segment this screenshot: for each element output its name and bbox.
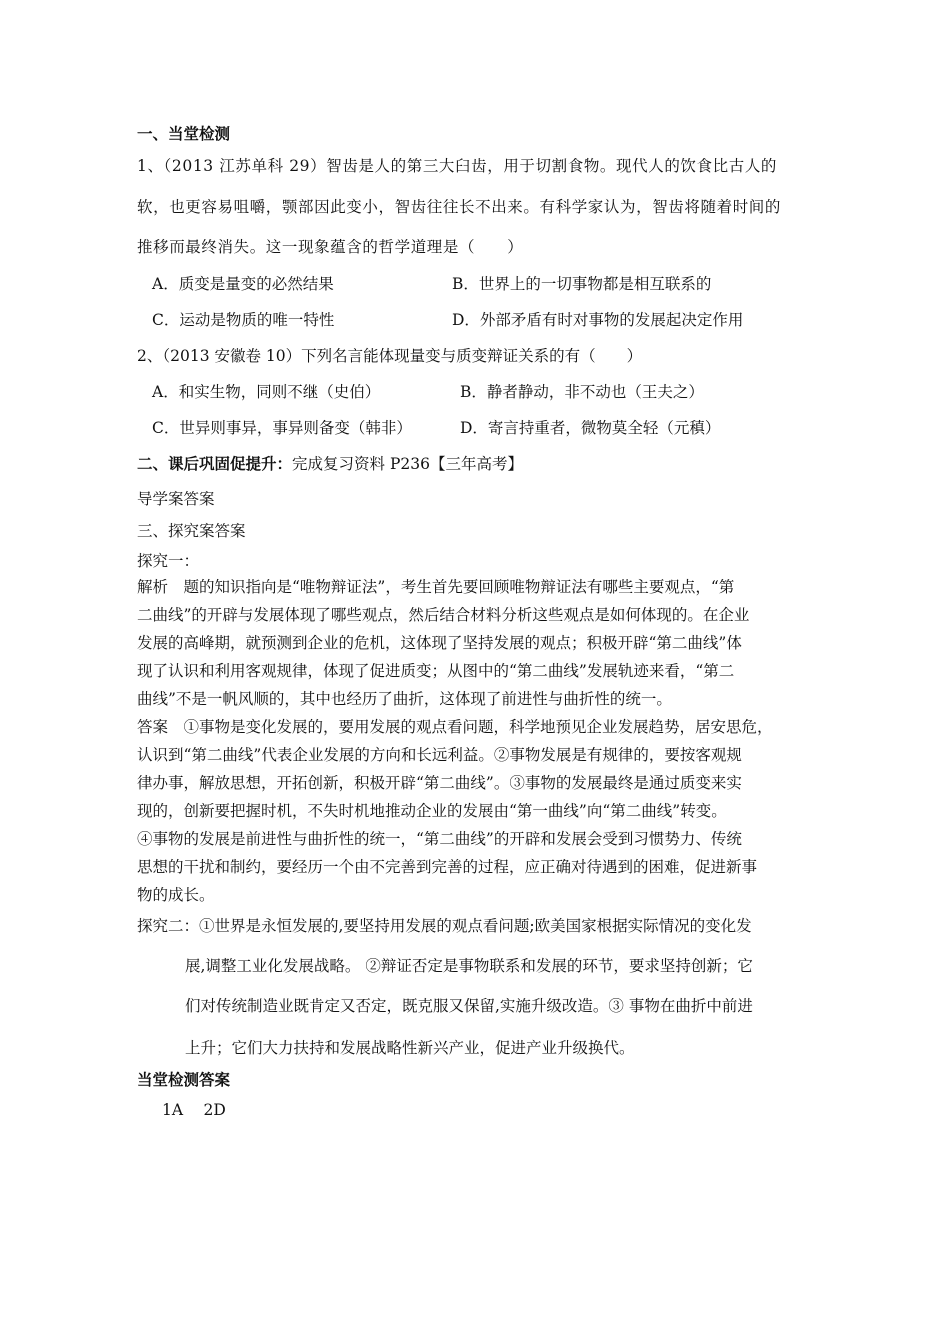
explore1-title: 探究一： (137, 552, 200, 570)
analysis-line-5: 曲线”不是一帆风顺的，其中也经历了曲折，这体现了前进性与曲折性的统一。 (137, 690, 672, 708)
explore2-line-1: 探究二：①世界是永恒发展的,要坚持用发展的观点看问题;欧美国家根据实际情况的变化发 (137, 917, 752, 935)
section2-title: 二、课后巩固促提升： (137, 455, 293, 473)
q2-option-b: B．静者静动，非不动也（王夫之） (460, 383, 704, 401)
q2-line: 2、（2013 安徽卷 10）下列名言能体现量变与质变辩证关系的有（ ） (137, 347, 643, 365)
test-answer-values: 1A 2D (162, 1101, 226, 1119)
answer-line-6: 思想的干扰和制约，要经历一个由不完善到完善的过程，应正确对待遇到的困难，促进新事 (137, 858, 758, 876)
explore2-line-4: 上升；它们大力扶持和发展战略性新兴产业，促进产业升级换代。 (185, 1039, 635, 1057)
guide-answer-title: 导学案答案 (137, 490, 215, 508)
q1-option-a: A．质变是量变的必然结果 (152, 275, 334, 293)
analysis-line-3: 发展的高峰期，就预测到企业的危机，这体现了坚持发展的观点；积极开辟“第二曲线”体 (137, 634, 742, 652)
answer-line-3: 律办事，解放思想，开拓创新，积极开辟“第二曲线”。③事物的发展最终是通过质变来实 (137, 774, 742, 792)
analysis-line-1: 解析 题的知识指向是“唯物辩证法”，考生首先要回顾唯物辩证法有哪些主要观点，“第 (137, 578, 735, 596)
q1-option-d: D．外部矛盾有时对事物的发展起决定作用 (452, 311, 744, 329)
q1-option-b: B．世界上的一切事物都是相互联系的 (452, 275, 712, 293)
section1-title: 一、当堂检测 (137, 125, 231, 143)
explore2-line-2: 展,调整工业化发展战略。 ②辩证否定是事物联系和发展的环节，要求坚持创新；它 (185, 957, 753, 975)
answer-line-1: 答案 ①事物是变化发展的，要用发展的观点看问题，科学地预见企业发展趋势，居安思危， (137, 718, 773, 736)
answer-line-5: ④事物的发展是前进性与曲折性的统一，“第二曲线”的开辟和发展会受到习惯势力、传统 (137, 830, 742, 848)
q1-line-1: 1、（2013 江苏单科 29）智齿是人的第三大臼齿，用于切割食物。现代人的饮食比古人的 (137, 157, 778, 175)
analysis-line-4: 现了认识和利用客观规律，体现了促进质变；从图中的“第二曲线”发展轨迹来看，“第二 (137, 662, 735, 680)
q2-option-a: A．和实生物，同则不继（史伯） (152, 383, 381, 401)
section2-line (137, 454, 523, 474)
answer-line-4: 现的，创新要把握时机，不失时机地推动企业的发展由“第一曲线”向“第二曲线”转变。 (137, 802, 727, 820)
explore-answer-title: 三、探究案答案 (137, 522, 246, 540)
answer-line-2: 认识到“第二曲线”代表企业发展的方向和长远利益。②事物发展是有规律的，要按客观规 (137, 746, 742, 764)
q1-line-3: 推移而最终消失。这一现象蕴含的哲学道理是（ ） (137, 238, 524, 256)
test-answer-title: 当堂检测答案 (137, 1071, 231, 1089)
q2-option-c: C．世异则事异，事异则备变（韩非） (152, 419, 412, 437)
answer-line-7: 物的成长。 (137, 886, 215, 904)
analysis-line-2: 二曲线”的开辟与发展体现了哪些观点，然后结合材料分析这些观点是如何体现的。在企业 (137, 606, 750, 624)
explore2-line-3: 们对传统制造业既肯定又否定，既克服又保留,实施升级改造。③ 事物在曲折中前进 (185, 997, 753, 1015)
section2-text: 完成复习资料 P236【三年高考】 (292, 455, 523, 473)
q2-option-d: D．寄言持重者，微物莫全轻（元稹） (460, 419, 721, 437)
q1-line-2: 软，也更容易咀嚼，颚部因此变小，智齿往往长不出来。有科学家认为，智齿将随着时间的 (137, 198, 782, 216)
q1-option-c: C．运动是物质的唯一特性 (152, 311, 335, 329)
